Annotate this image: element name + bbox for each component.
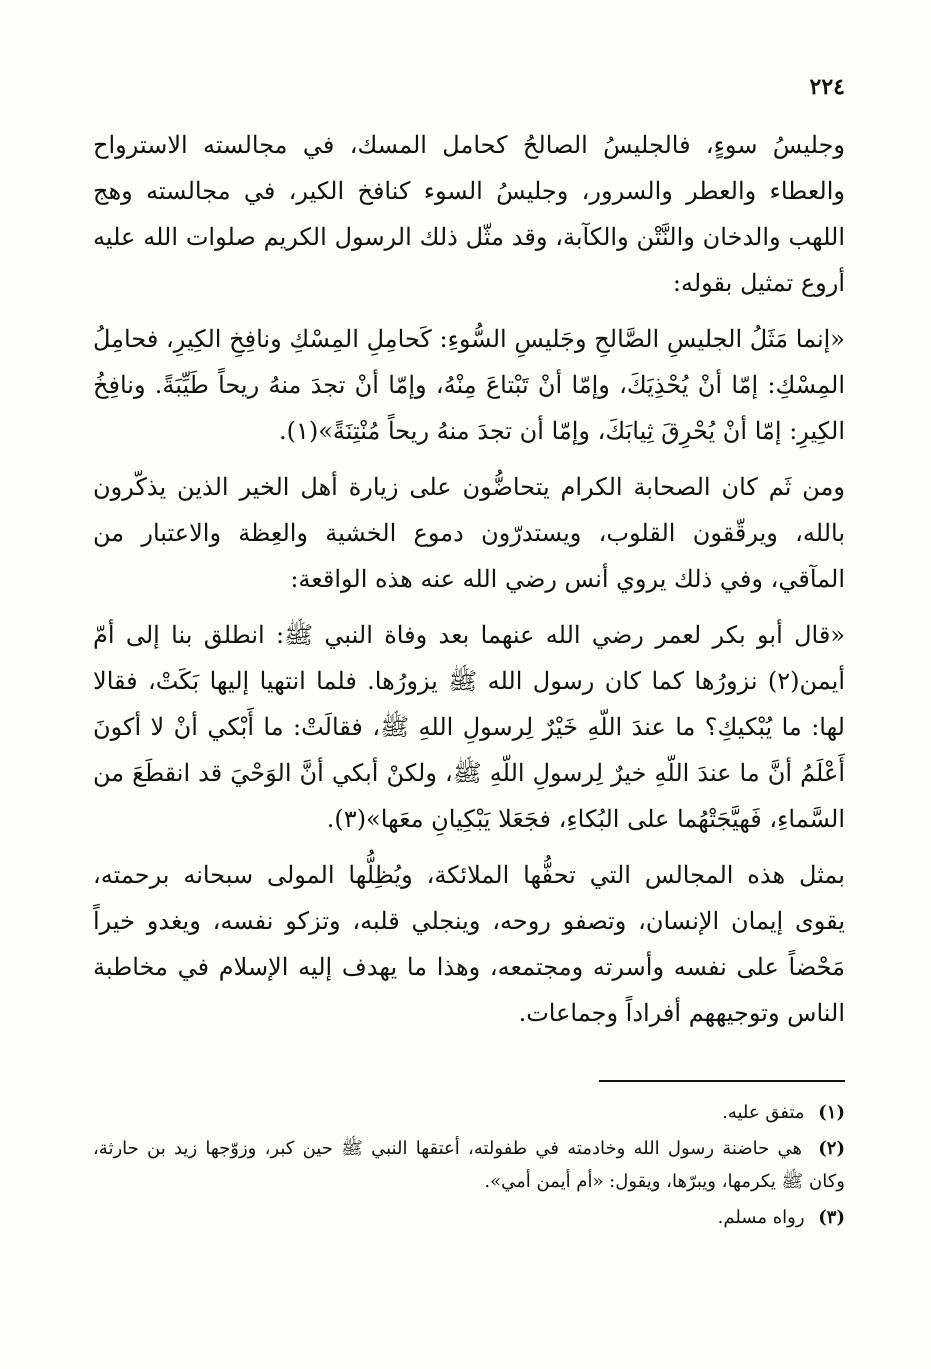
- footnote-number: (١): [818, 1102, 845, 1123]
- paragraph-companions: ومن ثَم كان الصحابة الكرام يتحاضُّون على زيارة أهل الخير الذين يذكّرون بالله، ويرقّقون القلوب، ويستدرّون دموع الخشية والعِظة والاعتبار من المآقي، وفي ذلك يروي أنس رضي الله عنه هذه الواقعة:: [93, 473, 845, 593]
- footnote-number: (٢): [818, 1138, 845, 1159]
- footnote-text: متفق عليه.: [722, 1102, 805, 1123]
- footnote-text: هي حاضنة رسول الله وخادمته في طفولته، أعتقها النبي ﷺ حين كبر، وزوّجها زيد بن حارثة، وكان ﷺ يكرمها، ويبرّها، ويقول: «أم أيمن أمي».: [93, 1138, 845, 1192]
- footnote-1: [93, 1096, 845, 1129]
- footnote-divider: [599, 1080, 845, 1082]
- paragraph-conclusion: بمثل هذه المجالس التي تحفُّها الملائكة، ويُظِلُّها المولى سبحانه برحمته، يقوى إيمان الإنسان، وتصفو روحه، وينجلي قلبه، وتزكو نفسه، ويغدو خيراً مَحْضاً على نفسه وأسرته ومجتمعه، وهذا ما يهدف إليه الإسلام في مخاطبة الناس وتوجيههم أفراداً وجماعات.: [93, 861, 845, 1027]
- hadith-quote-umm-ayman: «قال أبو بكر لعمر رضي الله عنهما بعد وفاة النبي ﷺ: انطلق بنا إلى أمّ أيمن(٢) نزورُها كما كان رسول الله ﷺ يزورُها. فلما انتهيا إليها بَكَتْ، فقالا لها: ما يُبْكيكِ؟ ما عندَ اللّهِ خَيْرٌ لِرسولِ اللهِ ﷺ، فقالَتْ: ما أَبْكي أنْ لا أكونَ أَعْلَمُ أنَّ ما عندَ اللّهِ خيرٌ لِرسولِ اللّهِ ﷺ، ولكنْ أبكي أنَّ الوَحْيَ قد انقطَعَ من السَّماءِ، فَهيَّجَتْهُما على البُكاءِ، فجَعَلا يَبْكِيانِ معَها»(٣).: [93, 621, 845, 833]
- hadith-quote-companion: «إنما مَثَلُ الجليسِ الصَّالحِ وجَليسِ السُّوءِ: كَحامِلِ المِسْكِ ونافِخِ الكِيرِ، فحامِلُ المِسْكِ: إمّا أنْ يُحْذِيَكَ، وإمّا أنْ تَبْتاعَ مِنْهُ، وإمّا أنْ تجدَ منهُ ريحاً طَيِّبَةً. ونافِخُ الكِيرِ: إمّا أنْ يُحْرِقَ ثِيابَكَ، وإمّا أن تجدَ منهُ ريحاً مُنْتِنَةً»(١).: [93, 325, 845, 445]
- paragraph-intro: وجليسُ سوءٍ، فالجليسُ الصالحُ كحامل المسك، في مجالسته الاسترواح والعطاء والعطر والسرور، وجليسُ السوء كنافخ الكير، في مجالسته وهج اللهب والدخان والنَّتْن والكآبة، وقد مثّل ذلك الرسول الكريم صلوات الله عليه أروع تمثيل بقوله:: [93, 131, 845, 297]
- footnote-2: [93, 1132, 845, 1198]
- footnotes: [93, 1096, 845, 1237]
- footnote-3: [93, 1201, 845, 1234]
- page-number: ٢٢٤: [809, 74, 845, 100]
- footnote-text: رواه مسلم.: [717, 1207, 805, 1228]
- main-text: [93, 122, 845, 1046]
- footnote-number: (٣): [818, 1207, 845, 1228]
